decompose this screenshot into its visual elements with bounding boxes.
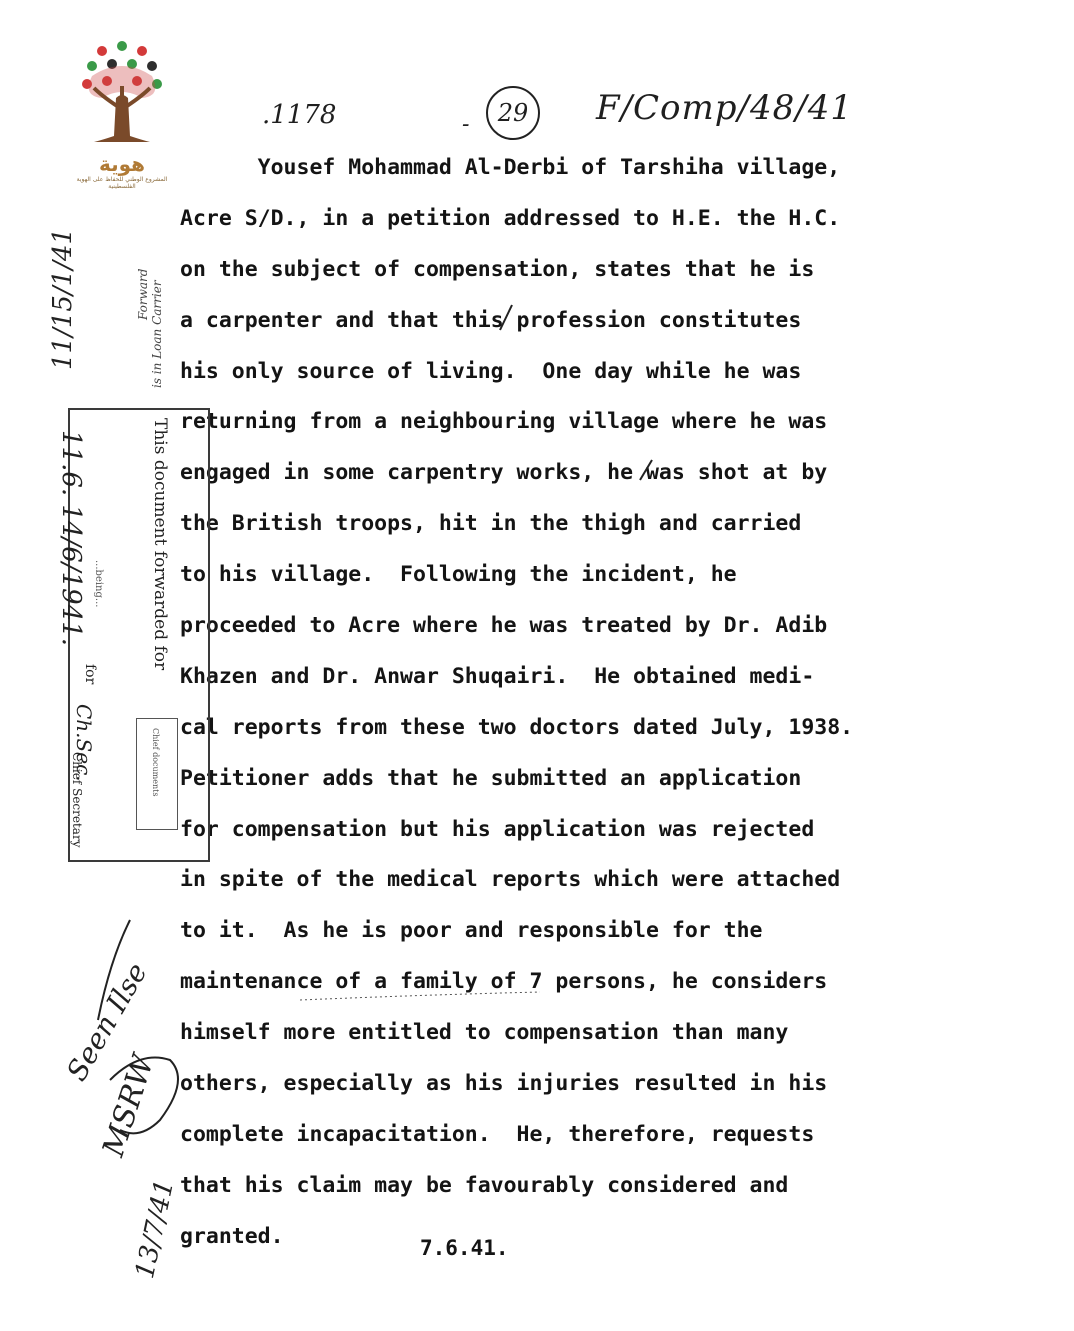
text-line: in spite of the medical reports which were attached — [180, 867, 841, 893]
margin-note-forward: Forward — [136, 268, 150, 320]
header-dash: - — [462, 112, 470, 137]
petition-summary — [180, 143, 980, 1263]
stamp-small-text: Chief documents — [151, 728, 160, 797]
text-line: proceeded to Acre where he was treated by Dr. Adib — [180, 613, 828, 639]
logo-text — [72, 152, 172, 190]
text-line: engaged in some carpentry works, he was shot at by — [180, 460, 828, 486]
text-line: for compensation but his application was rejected — [180, 816, 815, 842]
document-date: 7.6.41. — [420, 1236, 509, 1260]
text-line: Acre S/D., in a petition addressed to H.E. the H.C. — [180, 205, 841, 231]
text-line: returning from a neighbouring village where he was — [180, 409, 828, 435]
text-line: on the subject of compensation, states that he is — [180, 256, 815, 282]
text-line: complete incapacitation. He, therefore, requests — [180, 1121, 815, 1147]
text-line: that his claim may be favourably considered and — [180, 1172, 789, 1198]
stamp-role: Chief Secretary — [70, 752, 84, 848]
handwritten-initials: MSRW — [96, 1051, 162, 1161]
reference-number: .1178 — [262, 100, 337, 130]
stamp-label: This document forwarded for — [150, 418, 170, 671]
text-line: maintenance of a family of 7 persons, he considers — [180, 969, 828, 995]
logo-subtitle: المشروع الوطني للحفاظ على الهوية الفلسطينية — [76, 176, 168, 190]
text-line: his only source of living. One day while he was — [180, 358, 802, 384]
stamp-for: for — [82, 664, 98, 685]
stamp-signature: Ch.Sec. — [72, 704, 96, 782]
text-line: Yousef Mohammad Al-Derbi of Tarshiha village, — [180, 155, 841, 180]
handwritten-date: 13/7/41 — [130, 1176, 181, 1282]
file-reference: F/Comp/48/41 — [596, 88, 853, 128]
text-line: granted. — [180, 1223, 284, 1249]
folio-number: 29 — [486, 86, 540, 140]
text-line: the British troops, hit in the thigh and carried — [180, 511, 802, 537]
logo-title: هوية — [98, 152, 146, 176]
stamp-date: 11.6. 14/6/1941. — [56, 430, 86, 646]
margin-note: is in Loan Carrier — [150, 280, 164, 388]
stamp-subtext: ...being... — [93, 560, 104, 608]
text-line: Khazen and Dr. Anwar Shuqairi. He obtained medi- — [180, 663, 815, 689]
text-line: Petitioner adds that he submitted an application — [180, 765, 802, 791]
text-line: a carpenter and that this profession constitutes — [180, 307, 802, 333]
handwritten-note: Seen Ilse — [60, 957, 154, 1087]
text-line: to his village. Following the incident, he — [180, 562, 737, 588]
margin-reference: 11/15/1/41 — [48, 227, 78, 370]
text-line: others, especially as his injuries resulted in his — [180, 1071, 828, 1097]
text-line: to it. As he is poor and responsible for the — [180, 918, 763, 944]
text-line: cal reports from these two doctors dated July, 1938. — [180, 714, 854, 740]
text-line: himself more entitled to compensation than many — [180, 1020, 789, 1046]
